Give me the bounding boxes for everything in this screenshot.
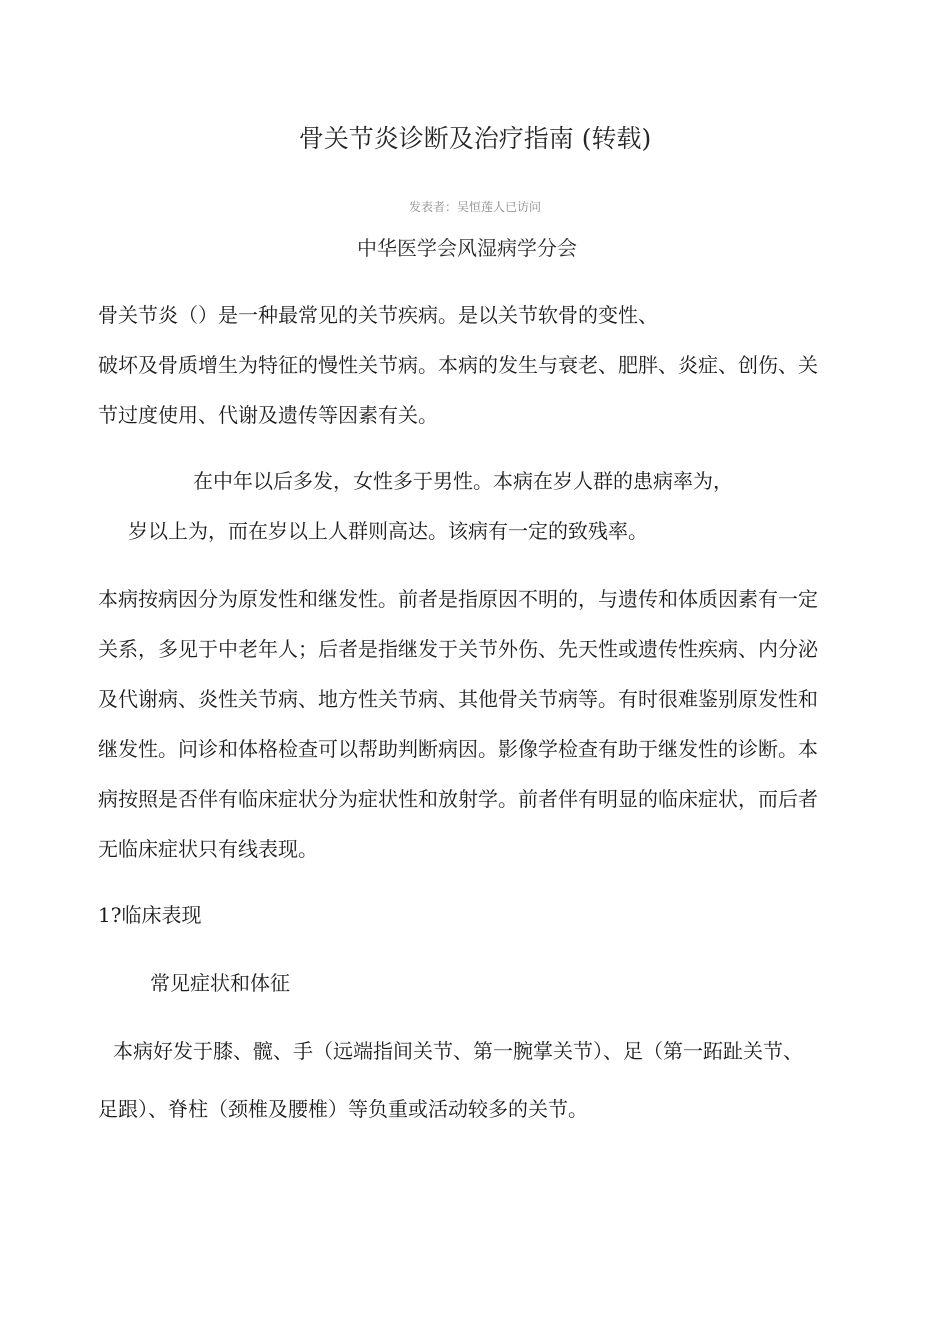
paragraph-line: 足跟）、脊柱（颈椎及腰椎）等负重或活动较多的关节。 [98,1097,588,1121]
paragraph-line: 无临床症状只有线表现。 [98,837,318,861]
paragraph-line: 岁以上为，而在岁以上人群则高达。该病有一定的致残率。 [128,519,648,543]
subsection-heading: 常见症状和体征 [150,971,290,995]
paragraph-line: 在中年以后多发，女性多于男性。本病在岁人群的患病率为， [193,469,733,493]
paragraph-line: 破坏及骨质增生为特征的慢性关节病。本病的发生与衰老、肥胖、炎症、创伤、关 [98,353,818,377]
paragraph-line: 本病好发于膝、髋、手（远端指间关节、第一腕掌关节）、足（第一跖趾关节、 [113,1039,803,1063]
paragraph-line: 及代谢病、炎性关节病、地方性关节病、其他骨关节病等。有时很难鉴别原发性和 [98,687,818,711]
paragraph-line: 骨关节炎（）是一种最常见的关节疾病。是以关节软骨的变性、 [98,303,658,327]
document-title: 骨关节炎诊断及治疗指南 (转载) [298,124,652,153]
section-heading: 1?临床表现 [98,903,202,927]
paragraph-line: 本病按病因分为原发性和继发性。前者是指原因不明的，与遗传和体质因素有一定 [98,587,818,611]
paragraph-line: 病按照是否伴有临床症状分为症状性和放射学。前者伴有明显的临床症状，而后者 [98,787,818,811]
organization-name: 中华医学会风湿病学分会 [357,236,577,260]
paragraph-line: 节过度使用、代谢及遗传等因素有关。 [98,403,438,427]
byline: 发表者：吴恒莲人已访问 [408,200,541,214]
paragraph-line: 关系，多见于中老年人；后者是指继发于关节外伤、先天性或遗传性疾病、内分泌 [98,637,818,661]
paragraph-line: 继发性。问诊和体格检查可以帮助判断病因。影像学检查有助于继发性的诊断。本 [98,737,818,761]
